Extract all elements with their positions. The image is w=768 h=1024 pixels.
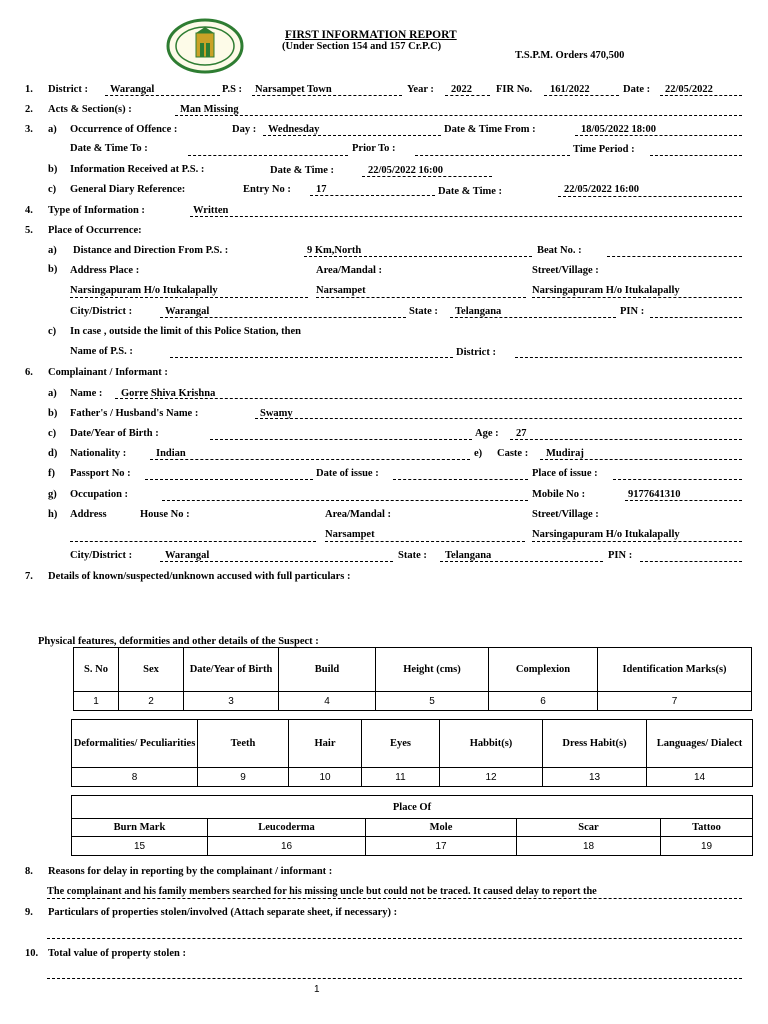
- table-cell: 5: [376, 692, 489, 711]
- table-header: Identification Marks(s): [598, 648, 752, 692]
- prior-to-label: Prior To :: [352, 143, 396, 154]
- table-header: Eyes: [362, 720, 440, 768]
- comp-street-value: Narsingapuram H/o Itukalapally: [532, 529, 680, 540]
- sub-letter: a): [48, 124, 57, 135]
- item-number: 6.: [25, 367, 33, 378]
- table-header: Hair: [289, 720, 362, 768]
- table-cell: 4: [279, 692, 376, 711]
- table-header: Sex: [119, 648, 184, 692]
- table-header: Height (cms): [376, 648, 489, 692]
- item-number: 2.: [25, 104, 33, 115]
- table-cell: 2: [119, 692, 184, 711]
- table-cell: 1: [74, 692, 119, 711]
- year-label: Year :: [407, 84, 434, 95]
- comp-city-value: Warangal: [165, 550, 210, 561]
- item-number: 1.: [25, 84, 33, 95]
- acts-label: Acts & Section(s) :: [48, 104, 132, 115]
- state-label: State :: [409, 306, 438, 317]
- caste-value: Mudiraj: [546, 448, 584, 459]
- orders-ref: T.S.P.M. Orders 470,500: [515, 50, 625, 61]
- table-cell: 19: [661, 837, 753, 856]
- table-cell: 10: [289, 768, 362, 787]
- gd-dt-value: 22/05/2022 16:00: [564, 184, 639, 195]
- table-header: Place Of: [72, 796, 753, 819]
- table-header: Teeth: [198, 720, 289, 768]
- dt-from-value: 18/05/2022 18:00: [581, 124, 656, 135]
- age-value: 27: [516, 428, 527, 439]
- table-header: S. No: [74, 648, 119, 692]
- table-cell: 15: [72, 837, 208, 856]
- address-place-label: Address Place :: [70, 265, 140, 276]
- name-ps-label: Name of P.S. :: [70, 346, 133, 357]
- table-header: Tattoo: [661, 819, 753, 837]
- report-subtitle: (Under Section 154 and 157 Cr.P.C): [282, 41, 442, 52]
- suspect-table-2: [71, 719, 753, 787]
- address-label: Address: [70, 509, 107, 520]
- item-number: 10.: [25, 948, 39, 959]
- sub-letter: c): [48, 326, 57, 337]
- house-no-label: House No :: [140, 509, 190, 520]
- table-cell: 16: [208, 837, 366, 856]
- physical-label: Physical features, deformities and other details of the Suspect :: [38, 636, 319, 647]
- table-header: Complexion: [489, 648, 598, 692]
- district2-label: District :: [456, 347, 496, 358]
- table-cell: 12: [440, 768, 543, 787]
- item-number: 5.: [25, 225, 33, 236]
- sub-letter: d): [48, 448, 58, 459]
- sub-letter: b): [48, 164, 58, 175]
- mobile-value: 9177641310: [628, 489, 681, 500]
- district-value: Warangal: [110, 84, 155, 95]
- total-value-label: Total value of property stolen :: [48, 948, 186, 959]
- district-label: District :: [48, 84, 88, 95]
- info-received-label: Information Received at P.S. :: [70, 164, 205, 175]
- table-cell: 18: [517, 837, 661, 856]
- comp-name-label: Name :: [70, 388, 103, 399]
- table-header: Burn Mark: [72, 819, 208, 837]
- father-label: Father's / Husband's Name :: [70, 408, 199, 419]
- comp-state-value: Telangana: [445, 550, 492, 561]
- delay-reason: The complainant and his family members searched for his missing uncle but could not be traced. It caused delay to report the: [47, 886, 597, 897]
- table-cell: 8: [72, 768, 198, 787]
- type-info-value: Written: [193, 205, 229, 216]
- table-cell: 14: [647, 768, 753, 787]
- table-header: Mole: [366, 819, 517, 837]
- area-mandal-value: Narsampet: [316, 285, 366, 296]
- mobile-label: Mobile No :: [532, 489, 586, 500]
- fir-no-value: 161/2022: [550, 84, 590, 95]
- city-district-value: Warangal: [165, 306, 210, 317]
- area-mandal-label: Area/Mandal :: [316, 265, 383, 276]
- table-cell: 7: [598, 692, 752, 711]
- sub-letter: c): [48, 428, 57, 439]
- occupation-label: Occupation :: [70, 489, 129, 500]
- report-title: FIRST INFORMATION REPORT: [285, 29, 457, 41]
- distance-label: Distance and Direction From P.S. :: [73, 245, 229, 256]
- address-place-value: Narsingapuram H/o Itukalapally: [70, 285, 218, 296]
- ps-label: P.S :: [222, 84, 243, 95]
- item-number: 8.: [25, 866, 33, 877]
- sub-letter: b): [48, 408, 58, 419]
- telangana-emblem-icon: [166, 18, 244, 74]
- item-number: 3.: [25, 124, 33, 135]
- sub-letter: h): [48, 509, 58, 520]
- table-cell: 11: [362, 768, 440, 787]
- nationality-label: Nationality :: [70, 448, 127, 459]
- info-dt-value: 22/05/2022 16:00: [368, 165, 443, 176]
- passport-label: Passport No :: [70, 468, 131, 479]
- dt-from-label: Date & Time From :: [444, 124, 536, 135]
- age-label: Age :: [475, 428, 499, 439]
- comp-street-label: Street/Village :: [532, 509, 599, 520]
- comp-state-label: State :: [398, 550, 427, 561]
- father-value: Swamy: [260, 408, 293, 419]
- street-village-label: Street/Village :: [532, 265, 599, 276]
- table-header: Languages/ Dialect: [647, 720, 753, 768]
- comp-city-label: City/District :: [70, 550, 133, 561]
- pin-label: PIN :: [620, 306, 645, 317]
- place-issue-label: Place of issue :: [532, 468, 598, 479]
- outside-label: In case , outside the limit of this Police Station, then: [70, 326, 301, 337]
- item-number: 4.: [25, 205, 33, 216]
- suspect-table-1: [73, 647, 752, 711]
- comp-area-value: Narsampet: [325, 529, 375, 540]
- time-period-label: Time Period :: [573, 144, 635, 155]
- city-district-label: City/District :: [70, 306, 133, 317]
- nationality-value: Indian: [156, 448, 186, 459]
- info-dt-label: Date & Time :: [270, 165, 335, 176]
- acts-value: Man Missing: [180, 104, 239, 115]
- date-label: Date :: [623, 84, 651, 95]
- ps-value: Narsampet Town: [255, 84, 332, 95]
- distance-value: 9 Km,North: [307, 245, 362, 256]
- table-cell: 17: [366, 837, 517, 856]
- date-issue-label: Date of issue :: [316, 468, 379, 479]
- sub-letter: a): [48, 388, 57, 399]
- table-header: Date/Year of Birth: [184, 648, 279, 692]
- dob-label: Date/Year of Birth :: [70, 428, 159, 439]
- sub-letter: c): [48, 184, 57, 195]
- sub-letter: g): [48, 489, 57, 500]
- comp-pin-label: PIN :: [608, 550, 633, 561]
- table-header: Leucoderma: [208, 819, 366, 837]
- caste-label: Caste :: [497, 448, 529, 459]
- entry-no-value: 17: [316, 184, 327, 195]
- type-info-label: Type of Information :: [48, 205, 145, 216]
- day-value: Wednesday: [268, 124, 320, 135]
- table-header: Scar: [517, 819, 661, 837]
- table-header: Habbit(s): [440, 720, 543, 768]
- accused-label: Details of known/suspected/unknown accused with full particulars :: [48, 571, 351, 582]
- date-value: 22/05/2022: [665, 84, 713, 95]
- table-cell: 13: [543, 768, 647, 787]
- table-cell: 9: [198, 768, 289, 787]
- sub-letter: a): [48, 245, 57, 256]
- sub-letter: f): [48, 468, 55, 479]
- comp-name-value: Gorre Shiva Krishna: [121, 388, 216, 399]
- place-occ-label: Place of Occurrence:: [48, 225, 142, 236]
- dt-to-label: Date & Time To :: [70, 143, 148, 154]
- complainant-label: Complainant / Informant :: [48, 367, 168, 378]
- year-value: 2022: [451, 84, 472, 95]
- delay-label: Reasons for delay in reporting by the complainant / informant :: [48, 866, 333, 877]
- table-header: Dress Habit(s): [543, 720, 647, 768]
- page-number: 1: [314, 984, 320, 995]
- day-label: Day :: [232, 124, 257, 135]
- sub-letter: b): [48, 264, 58, 275]
- fir-no-label: FIR No.: [496, 84, 533, 95]
- gd-ref-label: General Diary Reference:: [70, 184, 186, 195]
- street-village-value: Narsingapuram H/o Itukalapally: [532, 285, 680, 296]
- gd-dt-label: Date & Time :: [438, 186, 503, 197]
- state-value: Telangana: [455, 306, 502, 317]
- properties-label: Particulars of properties stolen/involved (Attach separate sheet, if necessary) :: [48, 907, 398, 918]
- table-header: Build: [279, 648, 376, 692]
- table-cell: 3: [184, 692, 279, 711]
- table-header: Deformalities/ Peculiarities: [72, 720, 198, 768]
- occurrence-label: Occurrence of Offence :: [70, 124, 178, 135]
- comp-area-label: Area/Mandal :: [325, 509, 392, 520]
- entry-no-label: Entry No :: [243, 184, 291, 195]
- sub-letter: e): [474, 448, 483, 459]
- item-number: 9.: [25, 907, 33, 918]
- item-number: 7.: [25, 571, 33, 582]
- suspect-table-3: [71, 795, 753, 856]
- table-cell: 6: [489, 692, 598, 711]
- beat-no-label: Beat No. :: [537, 245, 582, 256]
